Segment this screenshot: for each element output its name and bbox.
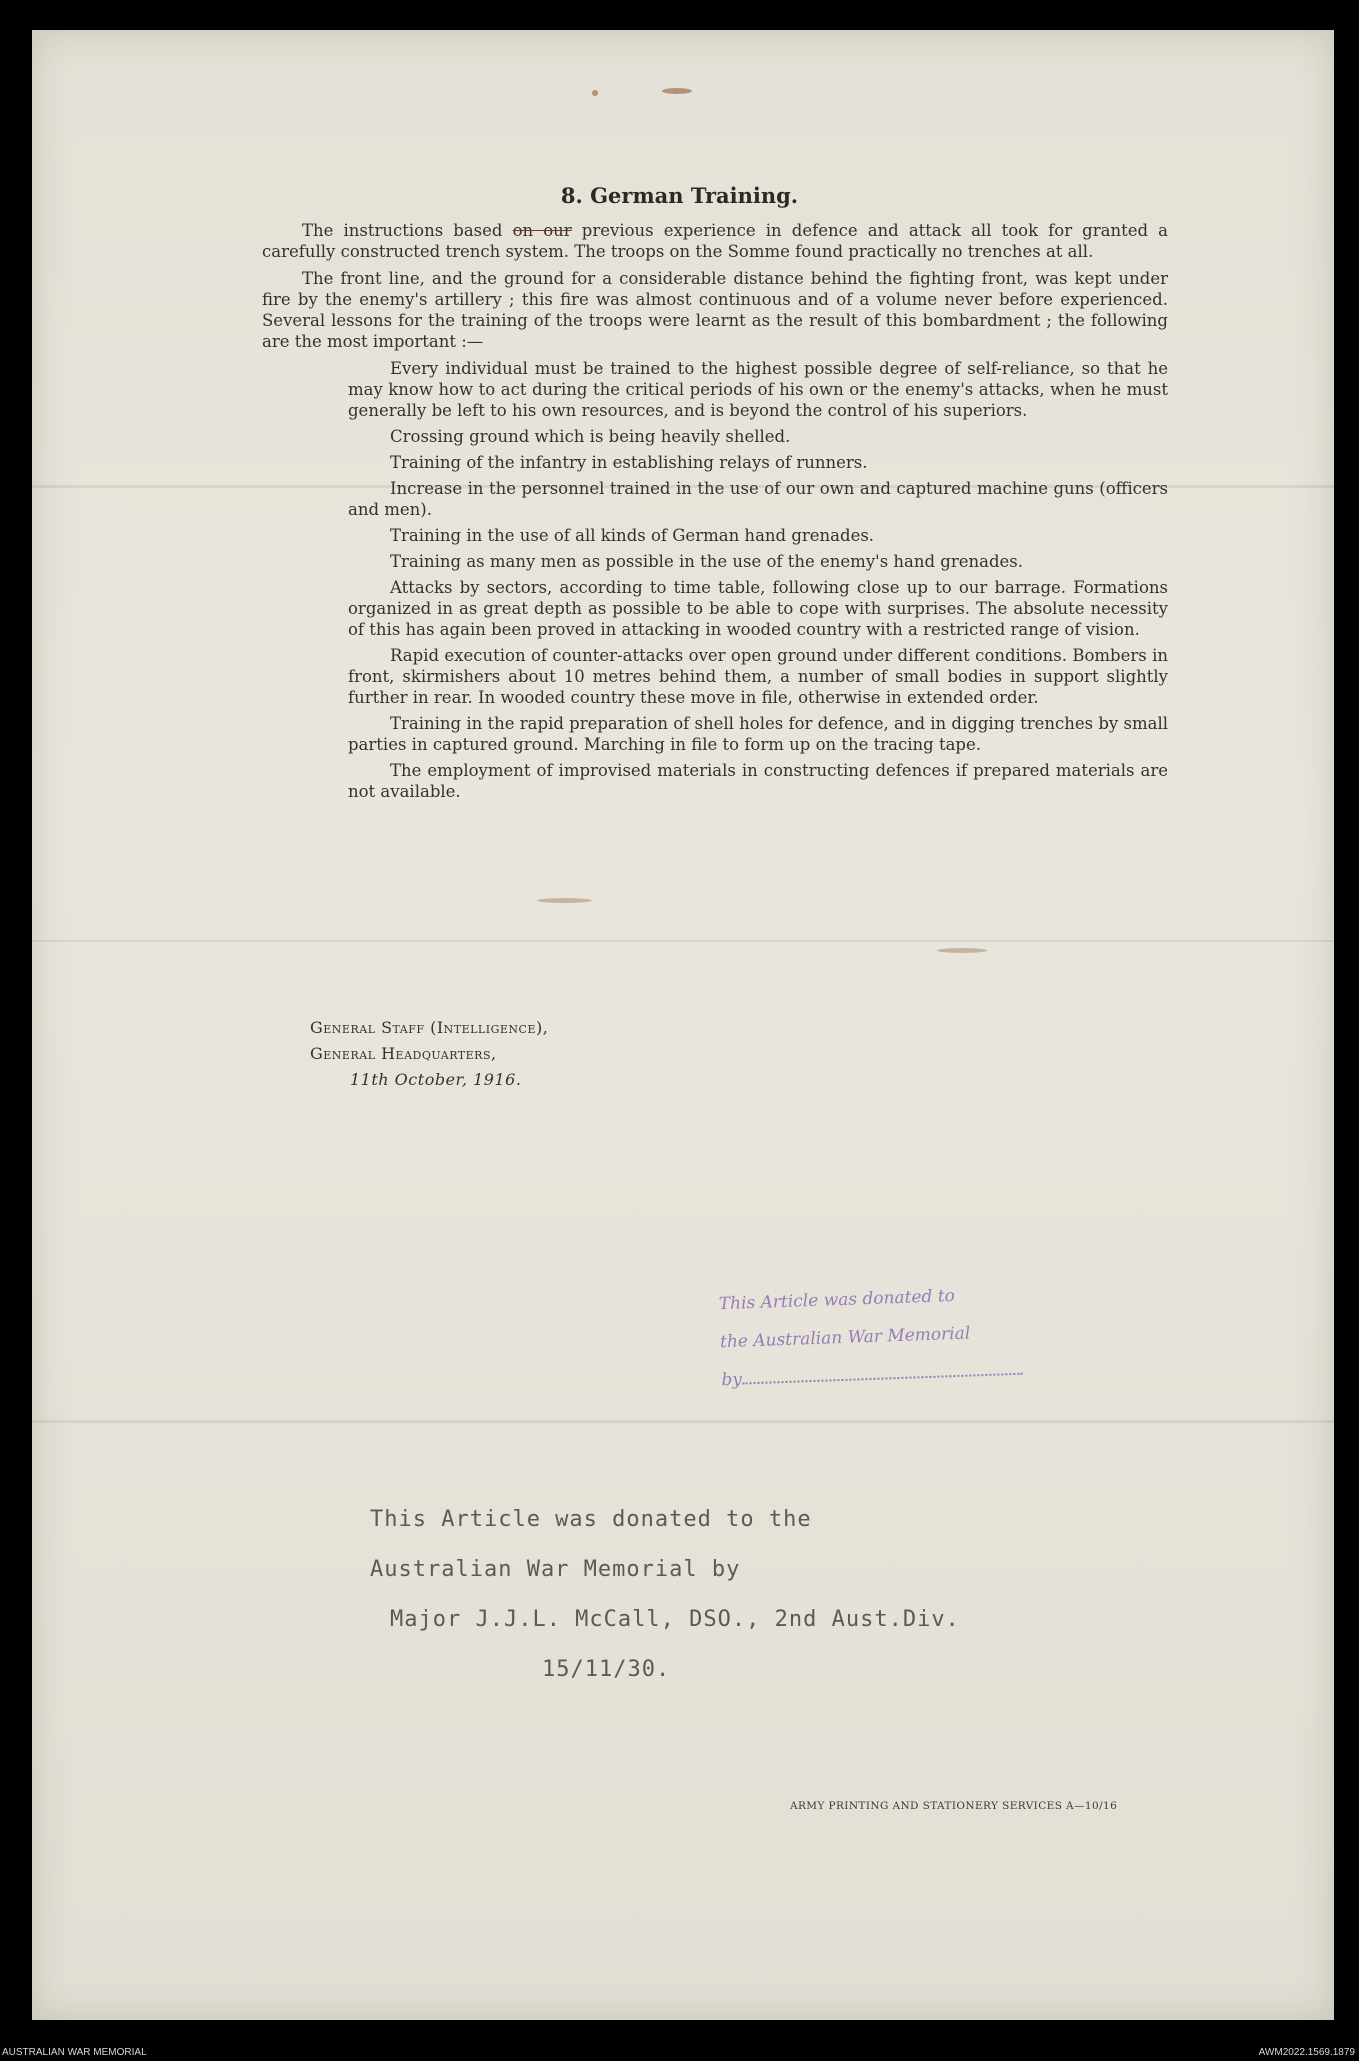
lesson-item: Crossing ground which is being heavily shelled. xyxy=(390,427,791,446)
archive-caption: AUSTRALIAN WAR MEMORIAL xyxy=(2,2047,147,2058)
paragraph-2: The front line, and the ground for a considerable distance behind the fighting front, was kept under fire by the enemy's artillery ; this fire was almost continuous and of a volume never before experienced. Several lessons for the training of the troops were learnt as the result of this bombardment ; the following are the most important :— xyxy=(262,269,1168,351)
lessons-list xyxy=(262,358,1168,802)
stamp-line-2: the Australian War Memorial xyxy=(719,1323,971,1353)
paragraph-1-text: The instructions based xyxy=(302,221,513,240)
signature-date: 11th October, 1916. xyxy=(350,1070,522,1089)
rust-stain xyxy=(592,90,598,96)
lesson-item: Rapid execution of counter-attacks over open ground under different conditions. Bombers in front, skirmishers about 10 metres behind them, a number of small bodies in support slightly further in rear. In wooded country these move in file, otherwise in extended order. xyxy=(348,646,1168,707)
lesson-item: Increase in the personnel trained in the use of our own and captured machine guns (officers and men). xyxy=(348,479,1168,519)
signature-block xyxy=(310,1015,548,1093)
fold-crease xyxy=(32,940,1334,942)
lesson-item: Training of the infantry in establishing relays of runners. xyxy=(390,453,868,472)
paragraph-1 xyxy=(262,220,1168,262)
rust-stain xyxy=(662,88,692,94)
rust-stain xyxy=(937,948,987,953)
stamp-dotted-line xyxy=(742,1373,1022,1385)
lesson-item: Training as many men as possible in the use of the enemy's hand grenades. xyxy=(390,552,1024,571)
accession-number: AWM2022.1569.1879 xyxy=(1258,2047,1355,2058)
signature-line-1: General Staff (Intelligence), xyxy=(310,1018,549,1037)
lesson-item: Training in the rapid preparation of shell holes for defence, and in digging trenches by small parties in captured ground. Marching in file to form up on the tracing tape. xyxy=(348,714,1168,754)
typed-line-4: 15/11/30. xyxy=(542,1657,671,1682)
lesson-item: Training in the use of all kinds of German hand grenades. xyxy=(390,526,875,545)
stamp-by: by xyxy=(721,1369,743,1391)
printer-imprint: ARMY PRINTING AND STATIONERY SERVICES A—10/16 xyxy=(790,1800,1118,1812)
typed-line-2: Australian War Memorial by xyxy=(370,1557,741,1582)
typed-line-3: Major J.J.L. McCall, DSO., 2nd Aust.Div. xyxy=(390,1607,960,1632)
body-text xyxy=(262,220,1168,807)
stamp-line-1: This Article was donated to xyxy=(718,1286,956,1315)
section-heading: 8. German Training. xyxy=(560,183,799,208)
typed-line-1: This Article was donated to the xyxy=(370,1507,812,1532)
signature-line-2: General Headquarters, xyxy=(310,1044,497,1063)
donation-stamp xyxy=(718,1275,1022,1399)
struck-text: on our xyxy=(512,221,572,240)
lesson-item: The employment of improvised materials in constructing defences if prepared materials are not available. xyxy=(348,761,1168,801)
lesson-item: Every individual must be trained to the highest possible degree of self-reliance, so that he may know how to act during the critical periods of his own or the enemy's attacks, when he must generally be left to his own resources, and is beyond the control of his superiors. xyxy=(348,359,1168,420)
paragraph-1-text-cont: previous experience in defence and attack all took for granted a carefully constructed trench system. The troops on the Somme found practically no trenches at all. xyxy=(262,221,1168,261)
rust-stain xyxy=(537,898,592,903)
lesson-item: Attacks by sectors, according to time table, following close up to our barrage. Formations organized in as great depth as possible to be able to cope with surprises. The absolute necessity of this has again been proved in attacking in wooded country with a restricted range of vision. xyxy=(348,578,1168,639)
typed-donation-note xyxy=(370,1495,960,1695)
fold-crease xyxy=(32,1420,1334,1423)
